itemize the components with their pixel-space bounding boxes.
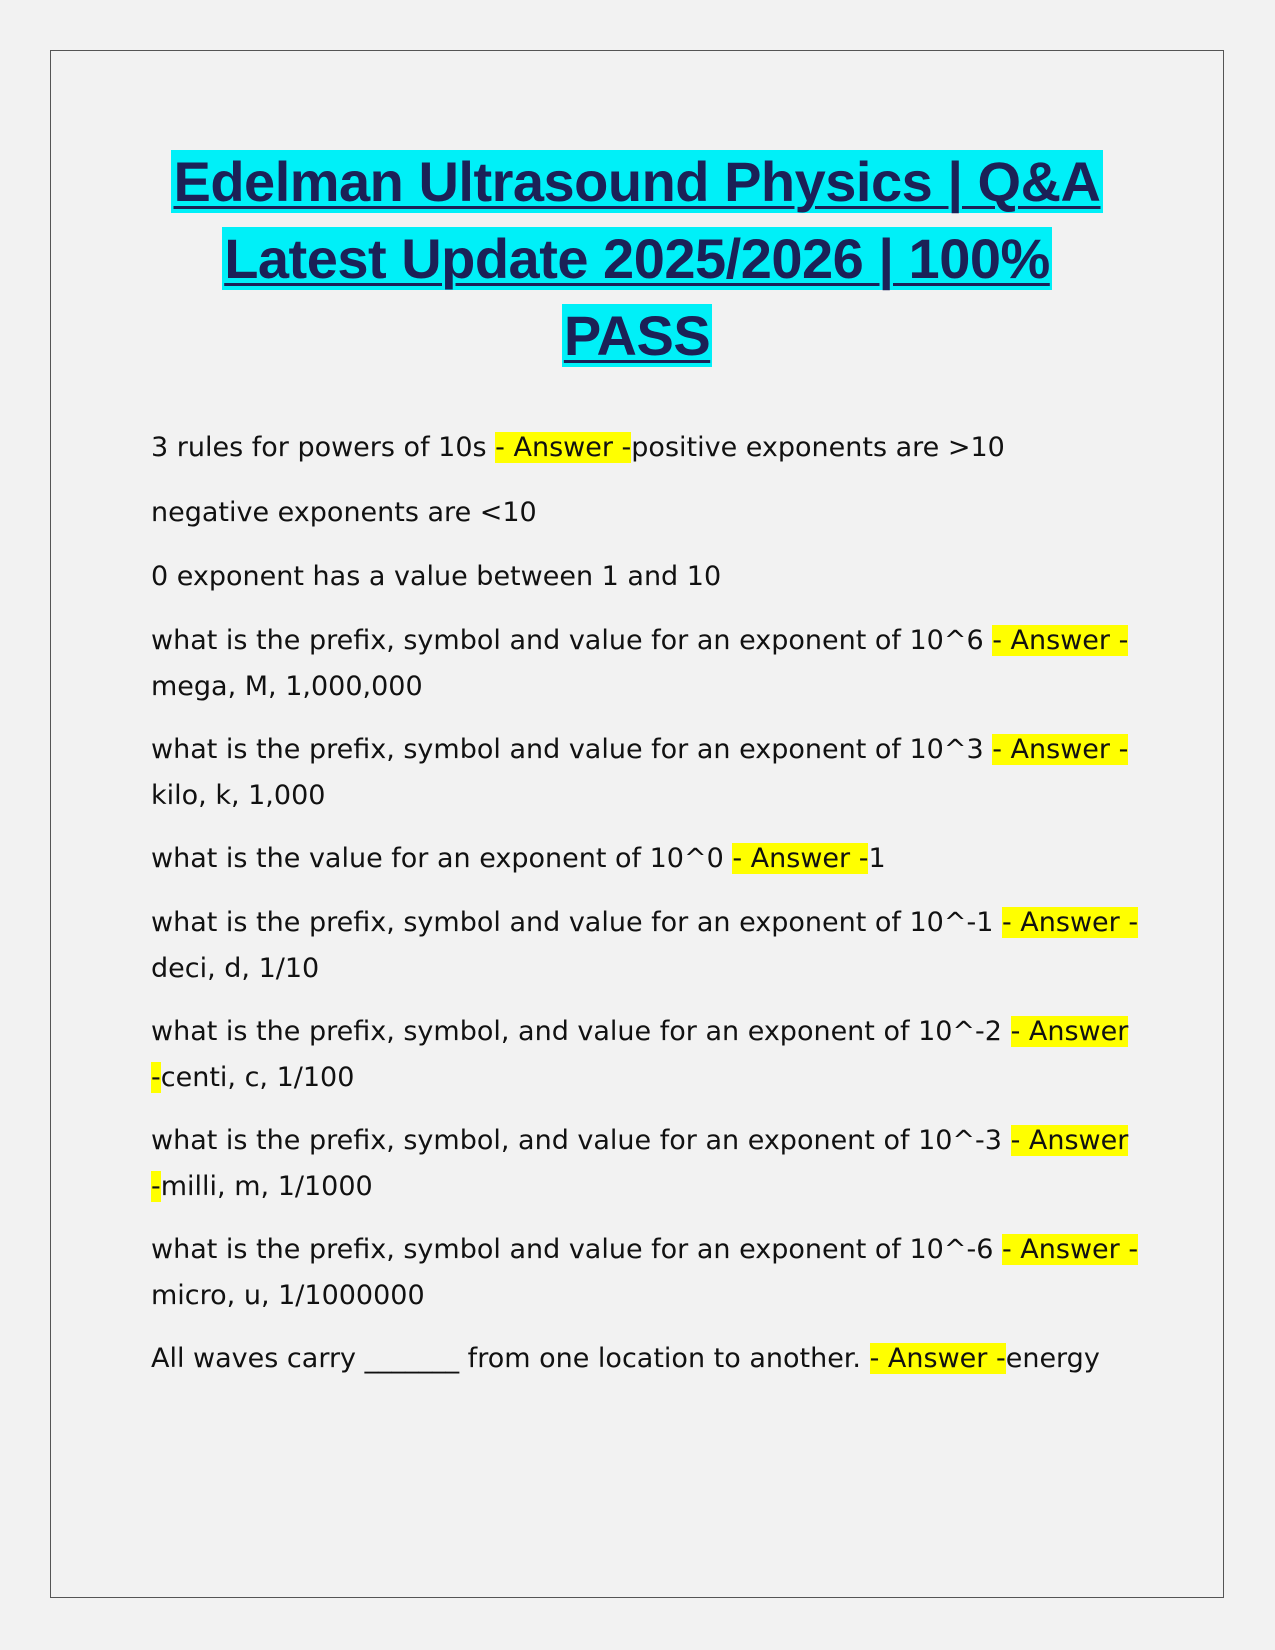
answer-marker-continued: - bbox=[151, 1062, 161, 1093]
answer-text: energy bbox=[1005, 1343, 1100, 1374]
title-line-2: Latest Update 2025/2026 | 100% bbox=[224, 227, 1050, 290]
answer-marker: - Answer bbox=[1010, 1125, 1129, 1156]
qa-item bbox=[151, 1336, 1181, 1382]
answer-marker: - Answer - bbox=[495, 432, 632, 463]
document-title bbox=[111, 143, 1163, 374]
question-text: 3 rules for powers of 10s bbox=[151, 432, 496, 463]
question-text: what is the prefix, symbol, and value for an exponent of 10^-3 bbox=[151, 1125, 1011, 1156]
answer-marker: - Answer - bbox=[869, 1343, 1006, 1374]
qa-item bbox=[151, 836, 1181, 882]
qa-item bbox=[151, 554, 1181, 600]
qa-item bbox=[151, 425, 1181, 471]
qa-item bbox=[151, 1227, 1181, 1319]
qa-item bbox=[151, 618, 1181, 710]
answer-marker: - Answer - bbox=[1001, 907, 1139, 938]
question-text: All waves carry _______ from one location to another. bbox=[151, 1343, 870, 1374]
question-text: what is the prefix, symbol, and value for an exponent of 10^-2 bbox=[151, 1016, 1011, 1047]
question-text: what is the prefix, symbol and value for an exponent of 10^-6 bbox=[151, 1234, 1002, 1265]
answer-text: positive exponents are >10 bbox=[631, 432, 1005, 463]
answer-text: negative exponents are <10 bbox=[151, 497, 537, 528]
answer-text: milli, m, 1/1000 bbox=[160, 1171, 373, 1202]
title-line-1: Edelman Ultrasound Physics | Q&A bbox=[173, 150, 1101, 213]
answer-text: 1 bbox=[868, 843, 886, 874]
answer-marker: - Answer - bbox=[992, 625, 1129, 656]
answer-marker: - Answer - bbox=[732, 843, 869, 874]
answer-text: kilo, k, 1,000 bbox=[151, 780, 326, 811]
answer-marker: - Answer bbox=[1010, 1016, 1129, 1047]
answer-marker: - Answer - bbox=[992, 734, 1129, 765]
question-text: what is the value for an exponent of 10^0 bbox=[151, 843, 733, 874]
answer-text: deci, d, 1/10 bbox=[151, 953, 320, 984]
answer-marker: - Answer - bbox=[1001, 1234, 1139, 1265]
question-text: what is the prefix, symbol and value for an exponent of 10^6 bbox=[151, 625, 993, 656]
answer-text: micro, u, 1/1000000 bbox=[151, 1280, 425, 1311]
answer-text: mega, M, 1,000,000 bbox=[151, 671, 423, 702]
document-page bbox=[50, 50, 1224, 1598]
qa-item bbox=[151, 490, 1181, 536]
question-text: what is the prefix, symbol and value for an exponent of 10^3 bbox=[151, 734, 993, 765]
title-line-3: PASS bbox=[563, 304, 711, 367]
question-text: what is the prefix, symbol and value for an exponent of 10^-1 bbox=[151, 907, 1002, 938]
qa-item bbox=[151, 1118, 1181, 1210]
qa-item bbox=[151, 1009, 1181, 1101]
answer-marker-continued: - bbox=[151, 1171, 161, 1202]
qa-item bbox=[151, 900, 1181, 992]
answer-text: centi, c, 1/100 bbox=[160, 1062, 355, 1093]
qa-item bbox=[151, 727, 1181, 819]
answer-text: 0 exponent has a value between 1 and 10 bbox=[151, 561, 722, 592]
